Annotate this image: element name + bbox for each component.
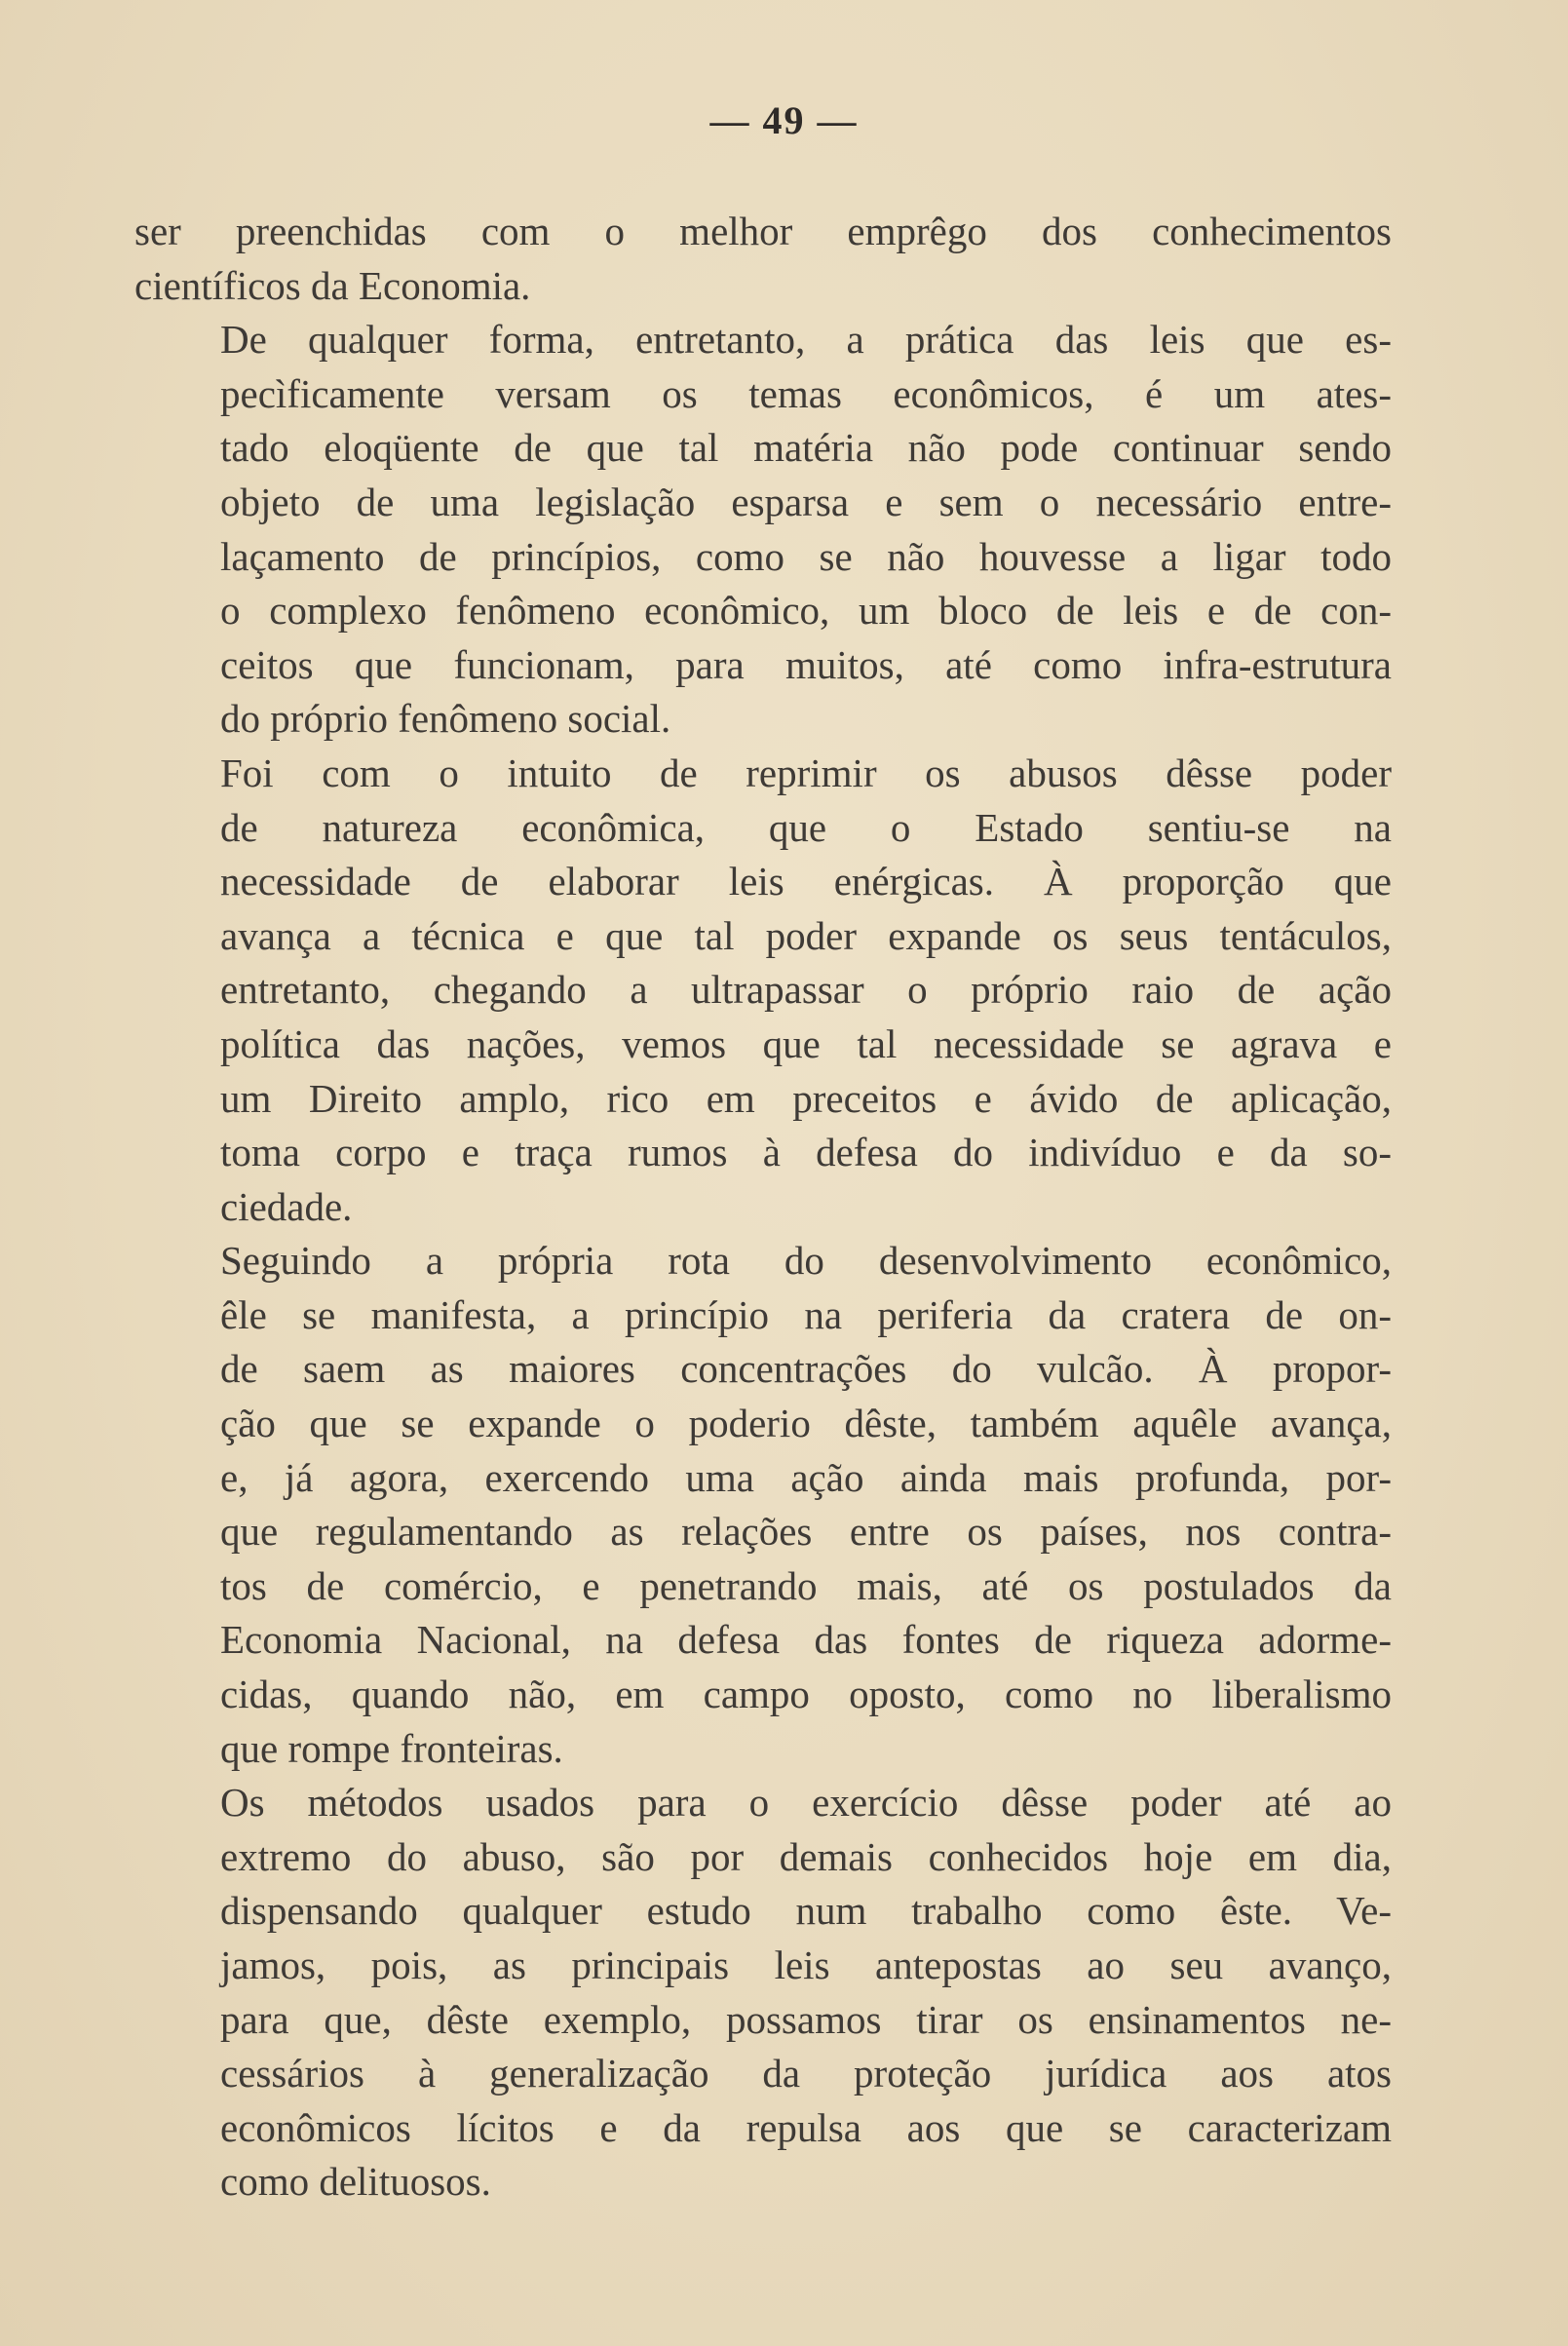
page-number: — 49 — xyxy=(709,98,859,142)
body-text xyxy=(134,205,1392,2210)
text-line: tos de comércio, e penetrando mais, até os postulados da xyxy=(220,1562,1392,1608)
text-line: ção que se expande o poderio dêste, também aquêle avança, xyxy=(220,1401,1392,1446)
text-line: ceitos que funcionam, para muitos, até como infra-estrutura xyxy=(220,641,1392,687)
text-line: Foi com o intuito de reprimir os abusos dêsse poder xyxy=(220,750,1392,795)
text-line: Seguindo a própria rota do desenvolvimento econômico, xyxy=(220,1238,1392,1284)
text-line: entretanto, chegando a ultrapassar o próprio raio de ação xyxy=(220,967,1392,1013)
text-line: êle se manifesta, a princípio na periferia da cratera de on- xyxy=(220,1291,1392,1337)
paragraph xyxy=(134,205,1392,313)
text-line: Economia Nacional, na defesa das fontes de riqueza adorme- xyxy=(220,1617,1392,1663)
text-line: dispensando qualquer estudo num trabalho como êste. Ve- xyxy=(220,1888,1392,1934)
text-line: ciedade. xyxy=(220,1183,353,1229)
text-line: que regulamentando as relações entre os países, nos contra- xyxy=(220,1509,1392,1555)
text-line: que rompe fronteiras. xyxy=(220,1725,563,1771)
text-line: o complexo fenômeno econômico, um bloco de leis e de con- xyxy=(220,588,1392,634)
text-line: científicos da Economia. xyxy=(134,262,531,308)
text-line: cidas, quando não, em campo oposto, como no liberalismo xyxy=(220,1672,1392,1717)
text-line: Os métodos usados para o exercício dêsse poder até ao xyxy=(220,1780,1392,1826)
text-line: de saem as maiores concentrações do vulcão. À propor- xyxy=(220,1346,1392,1392)
text-line: do próprio fenômeno social. xyxy=(220,696,671,742)
text-line: pecìficamente versam os temas econômicos, é um ates- xyxy=(220,370,1392,416)
text-line: laçamento de princípios, como se não houvesse a ligar todo xyxy=(220,533,1392,579)
text-line: toma corpo e traça rumos à defesa do indivíduo e da so- xyxy=(220,1130,1392,1175)
paragraph xyxy=(134,313,1392,747)
text-line: como delituosos. xyxy=(220,2159,491,2205)
text-line: um Direito amplo, rico em preceitos e ávido de aplicação, xyxy=(220,1075,1392,1121)
text-line: tado eloqüente de que tal matéria não pode continuar sendo xyxy=(220,425,1392,471)
text-line: econômicos lícitos e da repulsa aos que se caracterizam xyxy=(220,2104,1392,2150)
paragraph xyxy=(134,747,1392,1234)
paragraph xyxy=(134,1776,1392,2210)
text-line: e, já agora, exercendo uma ação ainda mais profunda, por- xyxy=(220,1454,1392,1500)
text-line: de natureza econômica, que o Estado sentiu-se na xyxy=(220,804,1392,850)
text-line: jamos, pois, as principais leis antepostas ao seu avanço, xyxy=(220,1942,1392,1987)
text-line: necessidade de elaborar leis enérgicas. À proporção que xyxy=(220,859,1392,904)
text-line: avança a técnica e que tal poder expande os seus tentáculos, xyxy=(220,912,1392,958)
text-line: cessários à generalização da proteção jurídica aos atos xyxy=(220,2051,1392,2096)
paragraph xyxy=(134,1234,1392,1776)
text-line: objeto de uma legislação esparsa e sem o necessário entre- xyxy=(220,479,1392,524)
text-line: De qualquer forma, entretanto, a prática das leis que es- xyxy=(220,317,1392,363)
text-line: extremo do abuso, são por demais conhecidos hoje em dia, xyxy=(220,1833,1392,1879)
text-line: ser preenchidas com o melhor emprêgo dos conhecimentos xyxy=(134,209,1392,253)
text-line: para que, dêste exemplo, possamos tirar os ensinamentos ne- xyxy=(220,1996,1392,2042)
text-line: política das nações, vemos que tal necessidade se agrava e xyxy=(220,1020,1392,1066)
